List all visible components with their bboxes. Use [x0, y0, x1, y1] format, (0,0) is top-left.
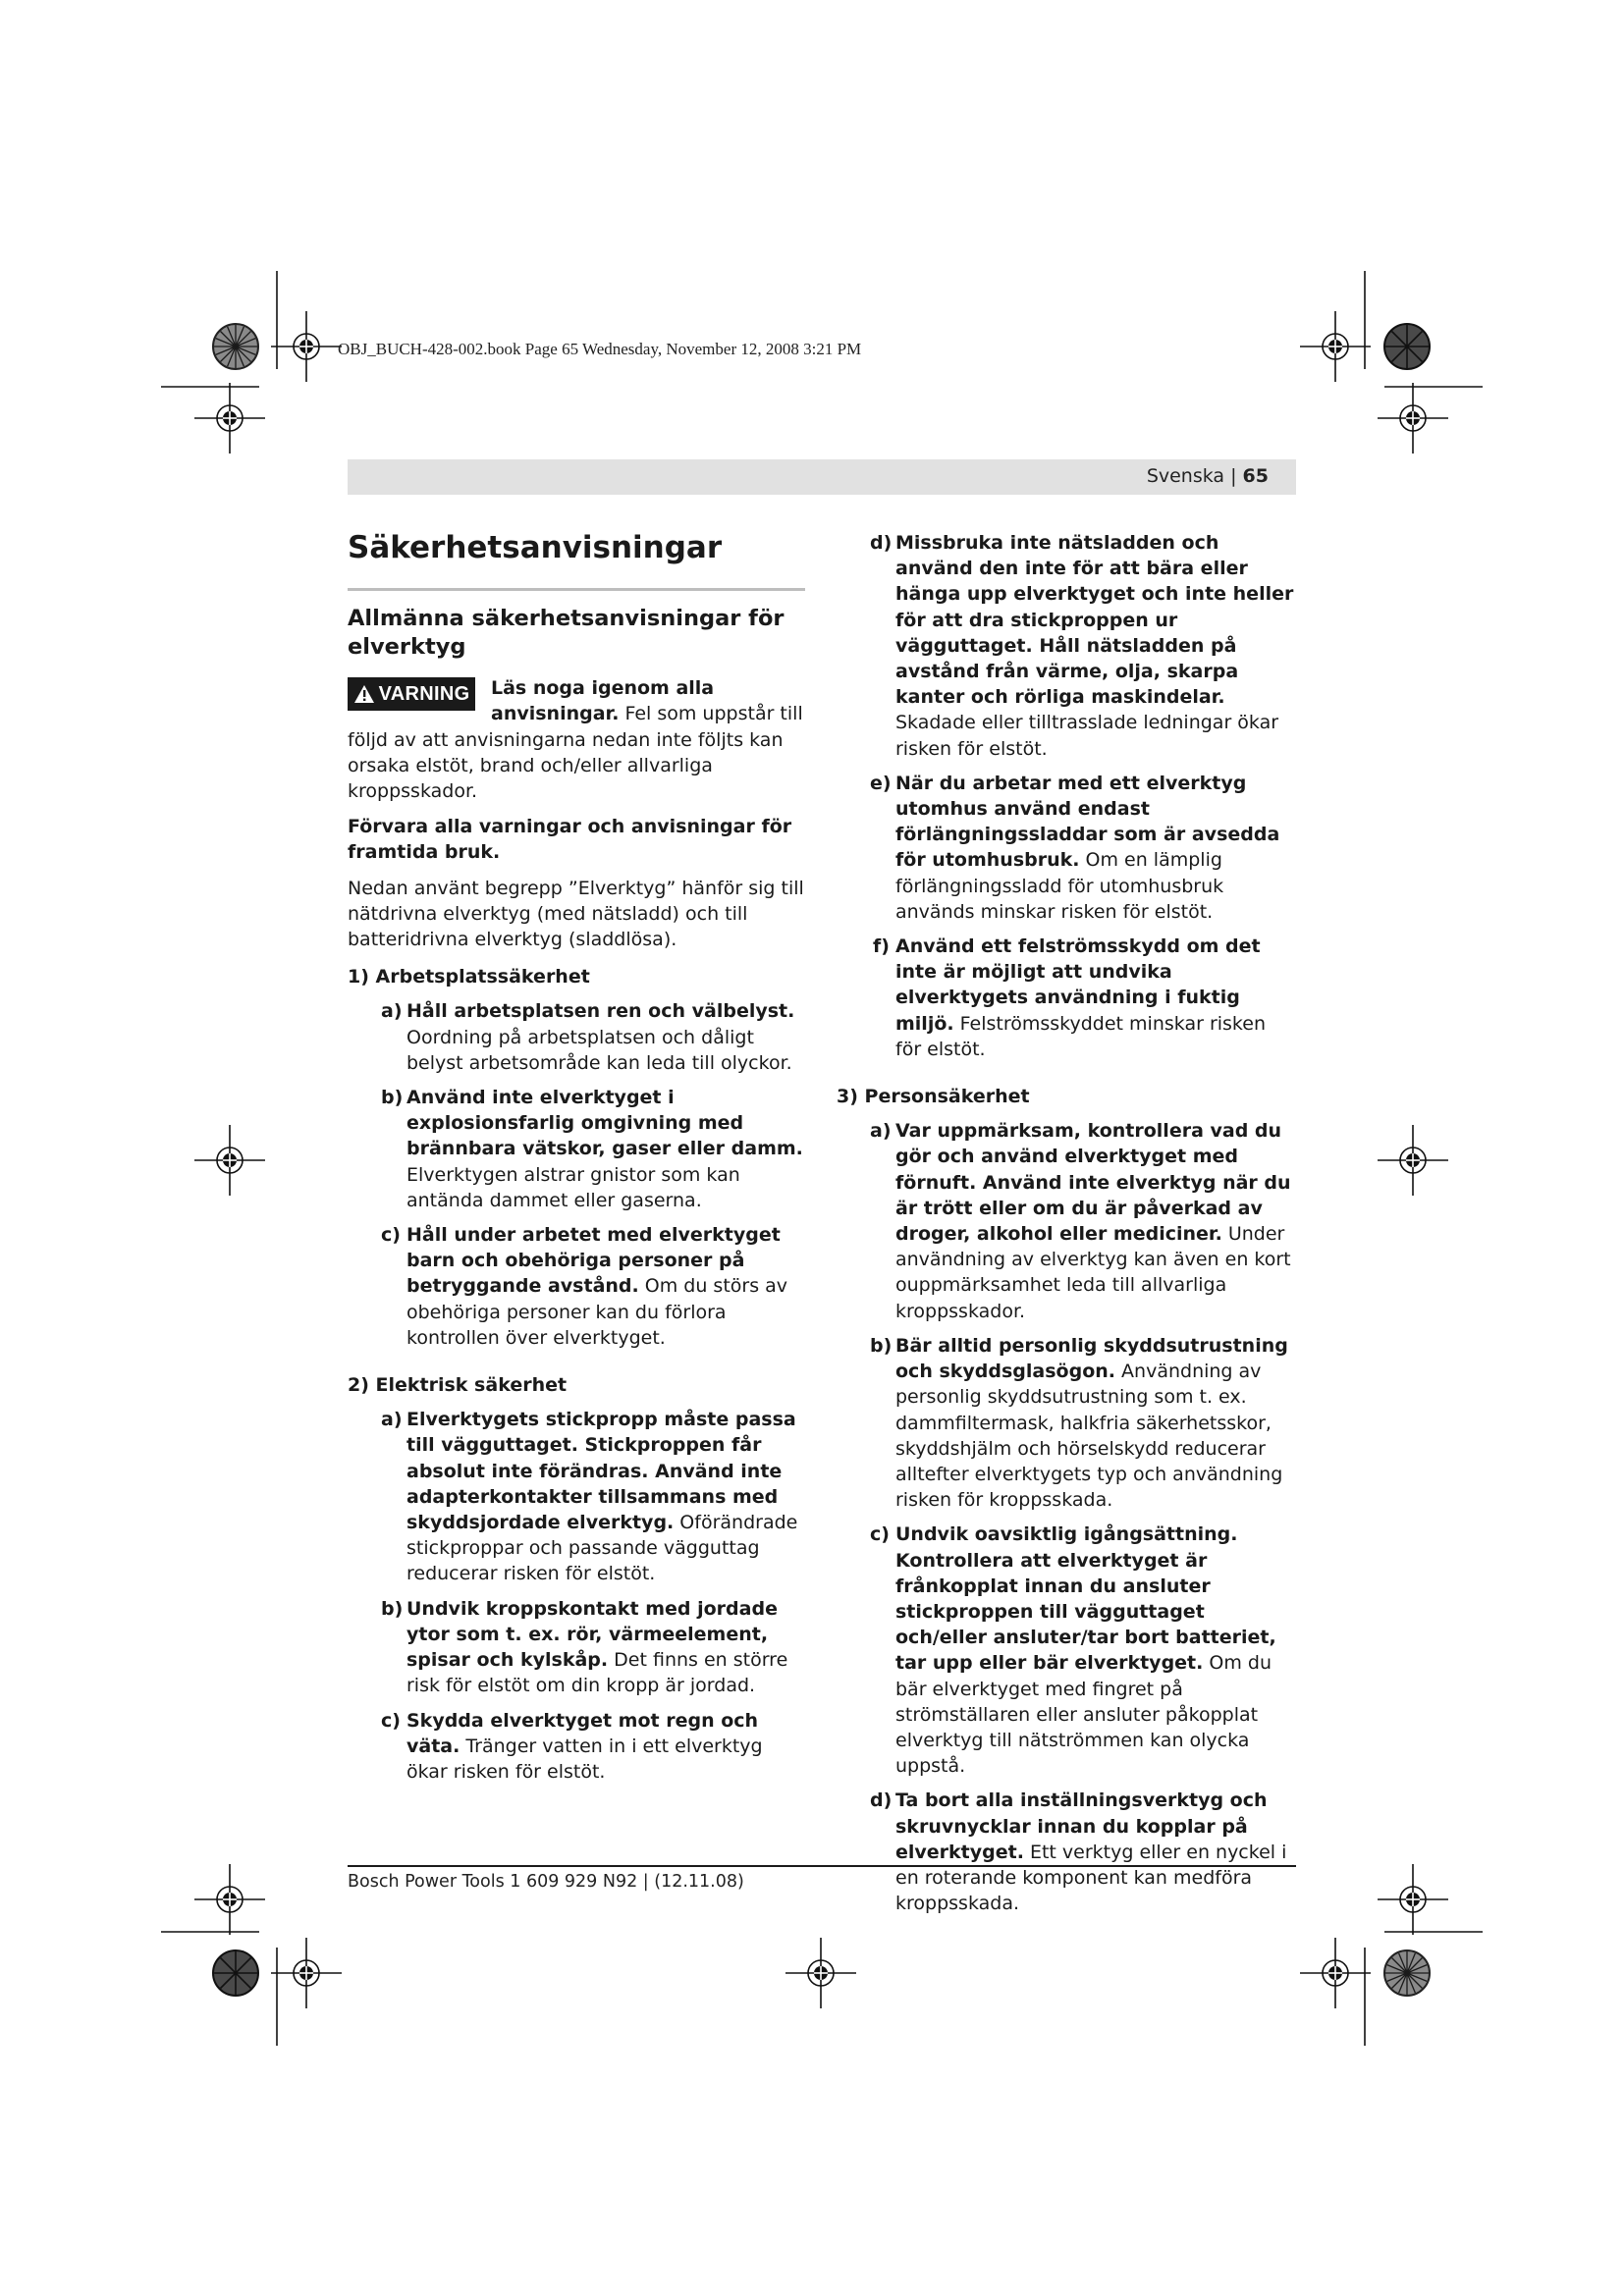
warning-block: [348, 675, 805, 804]
item-label: a): [381, 1000, 403, 1023]
list-item: [348, 1407, 805, 1586]
print-info-line: OBJ_BUCH-428-002.book Page 65 Wednesday, November 12, 2008 3:21 PM: [338, 340, 862, 358]
header-separator: |: [1224, 465, 1243, 487]
list-item: [840, 1333, 1296, 1513]
item-text: Användning av personlig skyddsutrustning som t. ex. dammfiltermask, halkfria säkerhetsskor, skyddshjälm och hörselskydd reducerar alltefter elverktygets typ och användning risken för kroppsskada.: [895, 1361, 1283, 1512]
list-item: [840, 530, 1296, 762]
list-item: [840, 771, 1296, 925]
list-item: [348, 1222, 805, 1351]
item-bold-text: Ta bort alla inställningsverktyg och skruvnycklar innan du kopplar på elverktyget.: [895, 1789, 1268, 1863]
item-text: Under användning av elverktyg kan även en kort ouppmärksamhet leda till allvarliga kroppsskador.: [895, 1223, 1291, 1322]
warning-badge: [348, 677, 475, 711]
list-item: [840, 1118, 1296, 1324]
item-bold-text: Missbruka inte nätsladden och använd den inte för att bära eller hänga upp elverktyget och inte heller för att dra stickproppen ur vägguttaget. Håll nätsladden på avstånd från värme, olja, skarpa kanter och rörliga maskindelar.: [895, 532, 1294, 709]
item-label: c): [381, 1709, 401, 1732]
header-label: [1147, 465, 1269, 487]
warning-bold-text: Läs noga igenom alla anvisningar.: [491, 677, 715, 725]
title-divider: [348, 588, 805, 591]
item-bold-text: Bär alltid personlig skyddsutrustning och skyddsglasögon.: [895, 1334, 1288, 1383]
list-item: [348, 998, 805, 1076]
right-column: [837, 530, 1296, 1925]
item-label: b): [870, 1334, 893, 1357]
item-text: Skadade eller tilltrasslade ledningar ökar risken för elstöt.: [895, 712, 1279, 760]
item-label: d): [870, 532, 893, 554]
item-label: e): [870, 772, 892, 794]
item-text: Tränger vatten in i ett elverktyg ökar risken för elstöt.: [406, 1735, 763, 1783]
item-bold-text: Undvik oavsiktlig igångsättning. Kontrollera att elverktyget är frånkopplat innan du ansluter stickproppen till vägguttaget och/eller ansluter/tar bort batteriet, tar upp eller bär elverktyget.: [895, 1523, 1276, 1675]
warning-badge-label: VARNING: [378, 683, 470, 706]
section-heading-electrical: 2) Elektrisk säkerhet: [348, 1374, 568, 1397]
definition-paragraph: Nedan använt begrepp ”Elverktyg” hänför sig till nätdrivna elverktyg (med nätsladd) och till batteridrivna elverktyg (sladdlösa).: [348, 877, 804, 951]
item-bold-text: Var uppmärksam, kontrollera vad du gör och använd elverktyget med förnuft. Använd inte elverktyg när du är trött eller om du är påverkad av droger, alkohol eller mediciner.: [895, 1120, 1291, 1246]
warning-triangle-icon: [353, 684, 375, 704]
list-item: [348, 1708, 805, 1786]
item-text: Oordning på arbetsplatsen och dåligt belyst arbetsområde kan leda till olyckor.: [406, 1026, 792, 1074]
item-bold-text: Håll arbetsplatsen ren och välbelyst.: [406, 1000, 795, 1023]
left-column: [348, 530, 805, 1793]
item-text: Elverktygen alstrar gnistor som kan antända dammet eller gaserna.: [406, 1163, 740, 1211]
page-number: 65: [1242, 465, 1269, 487]
list-item: [348, 1085, 805, 1213]
page-footer: Bosch Power Tools 1 609 929 N92 | (12.11.08): [348, 1872, 744, 1892]
page-header: [348, 459, 1296, 495]
list-item: [840, 1788, 1296, 1916]
item-bold-text: Elverktygets stickpropp måste passa till vägguttaget. Stickproppen får absolut inte förändras. Använd inte adapterkontakter tillsammans med skyddsjordade elverktyg.: [406, 1409, 796, 1534]
list-item: [348, 1596, 805, 1699]
list-item: [840, 1522, 1296, 1779]
keep-instructions-note: Förvara alla varningar och anvisningar för framtida bruk.: [348, 816, 792, 864]
item-bold-text: Använd inte elverktyget i explosionsfarlig omgivning med brännbara vätskor, gaser eller damm.: [406, 1087, 803, 1160]
item-bold-text: Använd ett felströmsskydd om det inte är möjligt att undvika elverktygets användning i fuktig miljö.: [895, 935, 1261, 1035]
item-label: a): [381, 1409, 403, 1431]
item-text: Om du störs av obehöriga personer kan du förlora kontrollen över elverktyget.: [406, 1275, 788, 1349]
item-text: Oförändrade stickproppar och passande vägguttag reducerar risken för elstöt.: [406, 1512, 798, 1585]
item-bold-text: När du arbetar med ett elverktyg utomhus använd endast förlängningssladdar som är avsedda för utomhusbruk.: [895, 772, 1280, 872]
item-bold-text: Undvik kroppskontakt med jordade ytor som t. ex. rör, värmeelement, spisar och kylskåp.: [406, 1597, 778, 1672]
section-heading-personal: 3) Personsäkerhet: [837, 1086, 1030, 1108]
item-label: b): [381, 1087, 404, 1109]
item-text: Det finns en större risk för elstöt om din kropp är jordad.: [406, 1649, 788, 1697]
item-bold-text: Skydda elverktyget mot regn och väta.: [406, 1709, 759, 1757]
item-text: Om en lämplig förlängningssladd för utomhusbruk används minskar risken för elstöt.: [895, 849, 1224, 923]
item-text: Ett verktyg eller en nyckel i en roterande komponent kan medföra kroppsskada.: [895, 1841, 1287, 1915]
section-heading-workplace: 1) Arbetsplatssäkerhet: [348, 966, 590, 988]
item-label: c): [381, 1224, 401, 1247]
item-label: b): [381, 1597, 404, 1620]
item-label: a): [870, 1120, 892, 1143]
page-title: Säkerhetsanvisningar: [348, 530, 723, 565]
section-subtitle: Allmänna säkerhetsanvisningar för elverktyg: [348, 606, 785, 661]
footer-divider: [348, 1865, 1296, 1867]
item-text: Om du bär elverktyget med fingret på strömställaren eller ansluter påkopplat elverktyg till nätströmmen kan olycka uppstå.: [895, 1652, 1272, 1778]
item-label: c): [870, 1523, 890, 1546]
item-label: f): [873, 935, 890, 958]
item-label: d): [870, 1789, 893, 1812]
item-bold-text: Håll under arbetet med elverktyget barn och obehöriga personer på betryggande avstånd.: [406, 1224, 781, 1298]
warning-text: Fel som uppstår till följd av att anvisningarna nedan inte följts kan orsaka elstöt, brand och/eller allvarliga kroppsskador.: [348, 703, 803, 802]
item-text: Felströmsskyddet minskar risken för elstöt.: [895, 1012, 1266, 1060]
list-item: [840, 934, 1296, 1062]
header-language: Svenska: [1146, 465, 1225, 487]
